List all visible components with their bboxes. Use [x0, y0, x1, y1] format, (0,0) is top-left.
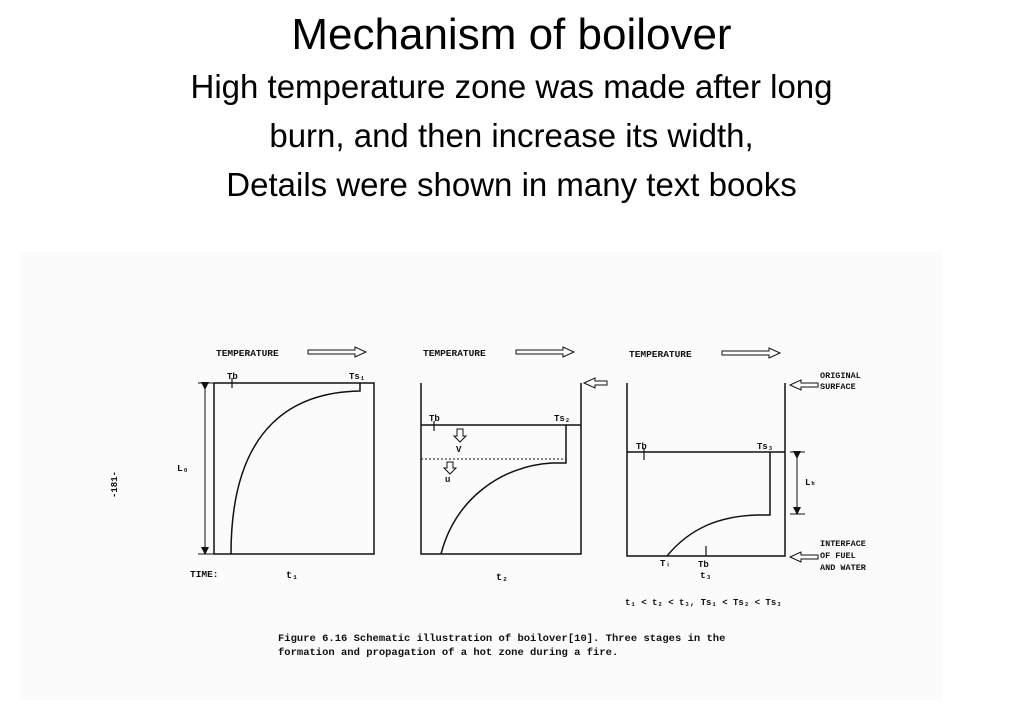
- panel-stage-1: [177, 347, 374, 582]
- interface-arrow-icon: [790, 552, 818, 562]
- slide-subtitle-line-1: High temperature zone was made after long: [190, 68, 833, 105]
- panel-stage-3: [625, 348, 867, 608]
- temperature-label-2: TEMPERATURE: [423, 348, 486, 359]
- interface-label-3: AND WATER: [820, 563, 866, 573]
- tb-label-2: Tb: [429, 414, 440, 424]
- down-arrow-icon: [444, 462, 456, 474]
- panel-stage-2: [421, 347, 607, 584]
- v-label: V: [456, 445, 462, 455]
- relation-text: t₁ < t₂ < t₃, Ts₁ < Ts₂ < Ts₃: [625, 598, 782, 608]
- u-label: u: [445, 475, 451, 485]
- original-surface-arrow-icon: [790, 380, 818, 390]
- down-arrow-icon: [454, 429, 466, 442]
- tb-label-3: Tb: [636, 442, 647, 452]
- surface-arrow-icon: [584, 378, 607, 388]
- page-number: -181-: [110, 470, 120, 498]
- figure-caption-line-1: Figure 6.16 Schematic illustration of boilover[10]. Three stages in the: [278, 633, 726, 645]
- tb-bottom-label: Tb: [698, 560, 709, 570]
- height-label-lh: Lₕ: [805, 478, 816, 488]
- stage-label-t3: t₃: [700, 570, 712, 581]
- slide-title: Mechanism of boilover: [291, 10, 732, 59]
- temperature-label-3: TEMPERATURE: [629, 349, 692, 360]
- ts2-label: Ts₂: [554, 414, 571, 424]
- ts1-label: Ts₁: [349, 372, 366, 382]
- stage-label-t2: t₂: [496, 573, 509, 584]
- tank-box-1: [214, 383, 374, 554]
- tank-box-3: [627, 383, 785, 556]
- slide-subtitle-line-2: burn, and then increase its width,: [269, 117, 754, 154]
- stage-label-t1: t₁: [286, 571, 299, 582]
- temperature-profile-1: [231, 383, 360, 554]
- original-surface-label-1: ORIGINAL: [820, 371, 861, 381]
- time-label: TIME:: [190, 569, 219, 580]
- temperature-arrow-icon: [722, 348, 780, 358]
- temperature-arrow-icon: [308, 347, 366, 357]
- tb-label-1: Tb: [227, 372, 238, 382]
- height-label-l0: L₀: [177, 463, 189, 474]
- temperature-label-1: TEMPERATURE: [216, 348, 279, 359]
- temperature-profile-3: [667, 452, 770, 556]
- original-surface-label-2: SURFACE: [820, 382, 856, 392]
- slide-subtitle-line-3: Details were shown in many text books: [226, 166, 797, 203]
- ti-label: Tᵢ: [660, 559, 671, 569]
- interface-label-1: INTERFACE: [820, 539, 866, 549]
- interface-label-2: OF FUEL: [820, 551, 856, 561]
- figure-caption-line-2: formation and propagation of a hot zone during a fire.: [278, 647, 619, 659]
- ts3-label: Ts₃: [757, 442, 774, 452]
- temperature-arrow-icon: [516, 347, 574, 357]
